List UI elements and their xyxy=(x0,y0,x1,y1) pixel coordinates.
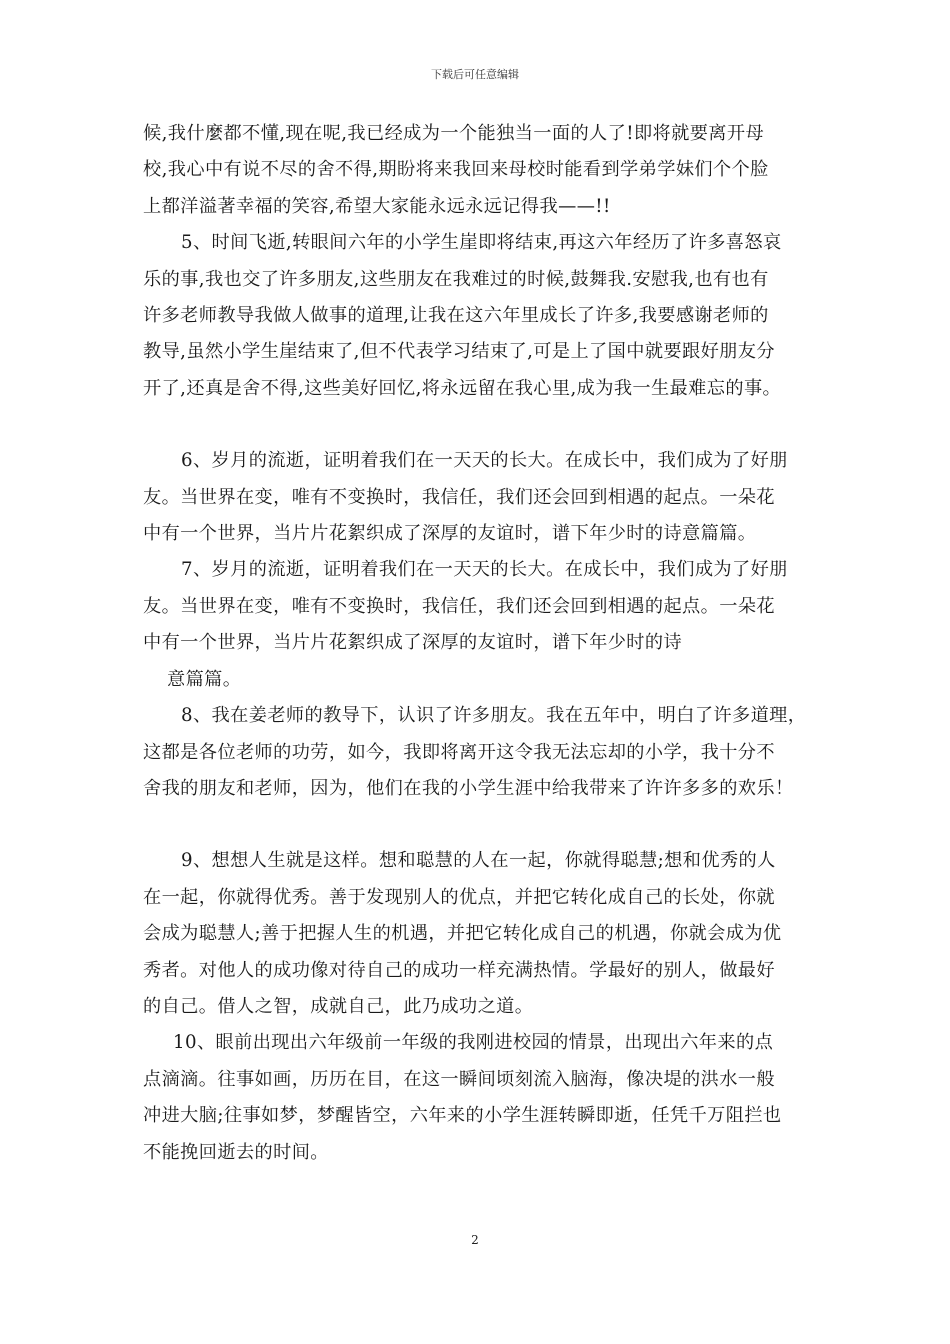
text-line: 候,我什麼都不懂,现在呢,我已经成为一个能独当一面的人了!即将就要离开母 xyxy=(143,123,765,144)
text-line: 会成为聪慧人;善于把握人生的机遇，并把它转化成自己的机遇，你就会成为优 xyxy=(143,923,782,945)
paragraph-7 xyxy=(143,552,823,698)
document-body xyxy=(143,116,823,1171)
paragraph-5 xyxy=(143,225,823,407)
text-line: 10、眼前出现出六年级前一年级的我刚进校园的情景，出现出六年来的点 xyxy=(173,1032,774,1054)
paragraph-continued xyxy=(143,116,823,225)
text-line: 不能挽回逝去的时间。 xyxy=(143,1141,329,1163)
text-line: 上都洋溢著幸福的笑容,希望大家能永远永远记得我——!! xyxy=(143,195,611,217)
paragraph-gap xyxy=(143,407,823,443)
text-line: 校,我心中有说不尽的舍不得,期盼将来我回来母校时能看到学弟学妹们个个脸 xyxy=(143,159,769,181)
text-line: 5、时间飞逝,转眼间六年的小学生崖即将结束,再这六年经历了许多喜怒哀 xyxy=(181,232,782,254)
text-line: 许多老师教导我做人做事的道理,让我在这六年里成长了许多,我要感谢老师的 xyxy=(143,305,769,327)
text-line: 在一起，你就得优秀。善于发现别人的优点，并把它转化成自己的长处，你就 xyxy=(143,886,775,908)
text-line: 9、想想人生就是这样。想和聪慧的人在一起，你就得聪慧;想和优秀的人 xyxy=(181,850,776,872)
paragraph-8 xyxy=(143,698,823,807)
text-line: 秀者。对他人的成功像对待自己的成功一样充满热情。学最好的别人，做最好 xyxy=(143,959,775,981)
text-line: 意篇篇。 xyxy=(167,668,242,690)
text-line: 中有一个世界，当片片花絮织成了深厚的友谊时，谱下年少时的诗 xyxy=(143,632,683,654)
text-line: 开了,还真是舍不得,这些美好回忆,将永远留在我心里,成为我一生最难忘的事。 xyxy=(143,377,782,399)
paragraph-10 xyxy=(143,1025,823,1171)
paragraph-9 xyxy=(143,843,823,1025)
text-line: 7、岁月的流逝，证明着我们在一天天的长大。在成长中，我们成为了好朋 xyxy=(181,559,788,581)
page-header: 下载后可任意编辑 xyxy=(431,68,519,81)
page-number: 2 xyxy=(471,1233,479,1247)
text-line: 点滴滴。往事如画，历历在目，在这一瞬间顷刻流入脑海，像决堤的洪水一般 xyxy=(143,1068,775,1090)
text-line: 的自己。借人之智，成就自己，此乃成功之道。 xyxy=(143,995,534,1017)
text-line: 中有一个世界，当片片花絮织成了深厚的友谊时，谱下年少时的诗意篇篇。 xyxy=(143,523,757,545)
text-line: 8、我在姜老师的教导下，认识了许多朋友。我在五年中，明白了许多道理， xyxy=(181,705,807,727)
text-line: 冲进大脑;往事如梦，梦醒皆空，六年来的小学生涯转瞬即逝，任凭千万阻拦也 xyxy=(143,1105,782,1127)
paragraph-6 xyxy=(143,443,823,552)
text-line: 舍我的朋友和老师，因为，他们在我的小学生涯中给我带来了许许多多的欢乐！ xyxy=(143,777,794,799)
text-line: 友。当世界在变，唯有不变换时，我信任，我们还会回到相遇的起点。一朵花 xyxy=(143,595,775,617)
text-line: 友。当世界在变，唯有不变换时，我信任，我们还会回到相遇的起点。一朵花 xyxy=(143,486,775,508)
text-line: 教导,虽然小学生崖结束了,但不代表学习结束了,可是上了国中就要跟好朋友分 xyxy=(143,341,775,363)
text-line: 6、岁月的流逝，证明着我们在一天天的长大。在成长中，我们成为了好朋 xyxy=(181,450,788,472)
text-line: 这都是各位老师的功劳，如今，我即将离开这令我无法忘却的小学，我十分不 xyxy=(143,741,775,763)
text-line: 乐的事,我也交了许多朋友,这些朋友在我难过的时候,鼓舞我.安慰我,也有也有 xyxy=(143,268,769,290)
paragraph-gap xyxy=(143,807,823,843)
